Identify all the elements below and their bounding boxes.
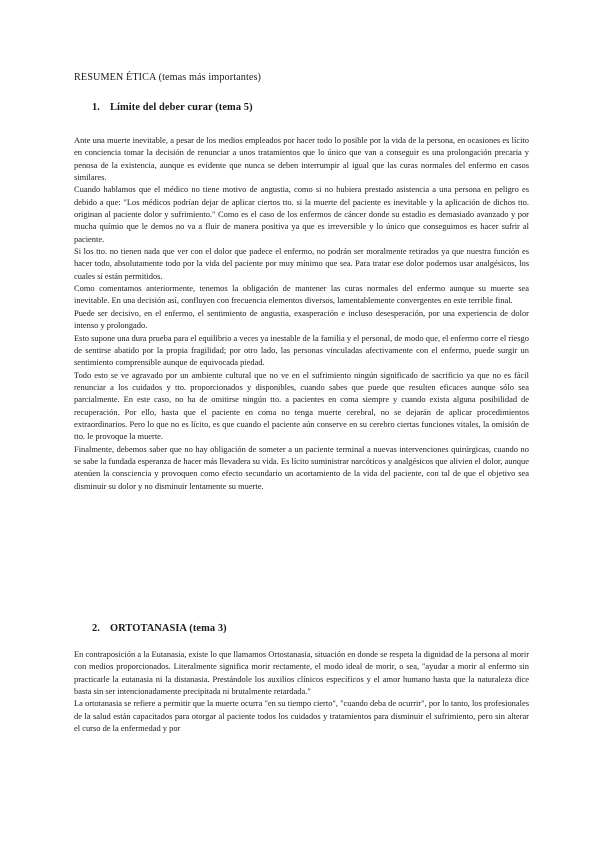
paragraph: Como comentamos anteriormente, tenemos la obligación de mantener las curas normales del enfermo aunque su muerte sea inevitable. En una decisión así, confluyen con frecuencia elementos diversos, lamentablemente convergentes en este terrible final. xyxy=(74,283,529,306)
section-heading-2 xyxy=(92,623,227,634)
paragraph: La ortotanasia se refiere a permitir que la muerte ocurra "en su tiempo cierto", "cuando deba de ocurrir", por lo tanto, los profesionales de la salud están capacitados para otorgar al paciente todos los cuidados y tratamientos para disminuir el sufrimiento, pero sin alterar el curso de la enfermedad y por xyxy=(74,698,529,734)
paragraph: Si los tto. no tienen nada que ver con el dolor que padece el enfermo, no podrán ser moralmente retirados ya que nuestra función es hacer todo, absolutamente todo por la vida del paciente por muy mínimo que sea. Para tratar ese dolor podemos usar analgésicos, los cuales sí están permitidos. xyxy=(74,246,529,281)
paragraph: Todo esto se ve agravado por un ambiente cultural que no ve en el sufrimiento ningún significado de sacrificio ya que no es fácil renunciar a los cuidados y tto. proporcionados y disponibles, cuando sabes que puede que resulten eficaces aunque sólo sea parcialmente. En este caso, no ha de omitirse ningún tto. a pacientes en coma siempre y cuando exista alguna posibilidad de recuperación. Por ello, hasta que el paciente en coma no tenga muerte cerebral, no se dejarán de aplicar procedimientos extraordinarios. Pero lo que no es lícito, es que cuando el paciente aún conserve en su cerebro ciertas funciones vitales, la omisión de tto. le provoque la muerte. xyxy=(74,369,529,442)
section-heading-1 xyxy=(92,102,253,113)
paragraph: Ante una muerte inevitable, a pesar de los medios empleados por hacer todo lo posible por la vida de la persona, en ocasiones es lícito en conciencia tomar la decisión de renunciar a unos tratamientos que lo único que van a conseguir es una prolongación precaria y penosa de la existencia, aunque es evidente que nunca se deben interrumpir al igual que las curas normales del enfermo en casos similares. xyxy=(74,135,529,183)
section-number: 1. xyxy=(92,102,100,113)
section-body-1 xyxy=(74,134,529,492)
paragraph: Puede ser decisivo, en el enfermo, el sentimiento de angustia, exasperación e incluso desesperación, por una experiencia de dolor intenso y prolongado. xyxy=(74,307,529,331)
paragraph: Esto supone una dura prueba para el equilibrio a veces ya inestable de la familia y el personal, de modo que, el enfermo corre el riesgo de sentirse abatido por la propia fragilidad; por otro lado, las personas vinculadas afectivamente con el enfermo, puede surgir un sentimiento comprensible aunque de equivocada piedad. xyxy=(74,332,529,368)
section-heading-text: ORTOTANASIA (tema 3) xyxy=(110,623,227,634)
section-body-2 xyxy=(74,648,529,734)
section-number: 2. xyxy=(92,623,100,634)
document-title: RESUMEN ÉTICA (temas más importantes) xyxy=(74,72,262,83)
section-heading-text: Límite del deber curar (tema 5) xyxy=(110,102,253,113)
paragraph: En contraposición a la Eutanasia, existe lo que llamamos Ortostanasia, situación en donde se respeta la dignidad de la persona al morir con medios proporcionados. Literalmente significa morir rectamente, el modo ideal de morir, o sea, "ayudar a morir al enfermo sin practicarle la eutanasia ni la distanasia. Prestándole los auxilios clínicos específicos y el amor humano hasta que la naturaleza dice basta sin ser intencionadamente precipitada ni brutalmente retardada." xyxy=(74,649,529,697)
paragraph: Finalmente, debemos saber que no hay obligación de someter a un paciente terminal a nuevas intervenciones quirúrgicas, cuando no se sabe la fundada esperanza de hacer más llevadera su vida. Es lícito suministrar narcóticos y analgésicos que alivien el dolor, aunque atenúen la consciencia y provoquen como efecto secundario un acortamiento de la vida del paciente, con tal de que el objetivo sea disminuir su dolor y no disminuir lentamente su muerte. xyxy=(74,443,529,491)
paragraph: Cuando hablamos que el médico no tiene motivo de angustia, como si no hubiera prestado asistencia a una persona en peligro es debido a que: "Los médicos podrían dejar de aplicar ciertos tto. si la muerte del paciente es inevitable y la aplicación de dichos tto. originan al paciente dolor y sufrimiento." Como es el caso de los enfermos de cáncer donde su estadio es demasiado avanzado y por mucha químio que le demos no va a fluir de manera positiva ya que es irreversible y lo único que conseguimos es hacer sufrir al paciente. xyxy=(74,184,529,244)
